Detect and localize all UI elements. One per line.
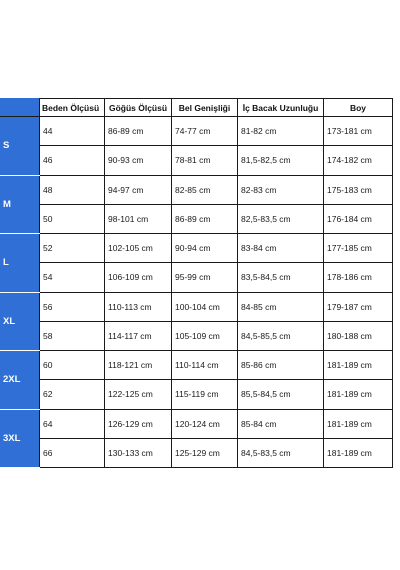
cell-waist: 82-85 cm — [172, 175, 238, 204]
cell-height: 179-187 cm — [324, 292, 393, 321]
cell-inseam: 81,5-82,5 cm — [238, 146, 324, 175]
cell-height: 175-183 cm — [324, 175, 393, 204]
cell-chest: 110-113 cm — [105, 292, 172, 321]
cell-chest: 106-109 cm — [105, 263, 172, 292]
cell-size: 64 — [40, 409, 105, 438]
size-chart-table — [0, 98, 393, 468]
cell-size: 56 — [40, 292, 105, 321]
cell-size: 58 — [40, 321, 105, 350]
cell-height: 181-189 cm — [324, 438, 393, 467]
cell-size: 48 — [40, 175, 105, 204]
cell-height: 174-182 cm — [324, 146, 393, 175]
cell-waist: 115-119 cm — [172, 380, 238, 409]
table-row — [1, 117, 393, 146]
cell-inseam: 85-84 cm — [238, 409, 324, 438]
cell-chest: 90-93 cm — [105, 146, 172, 175]
size-group-label: S — [1, 117, 40, 176]
table-row — [1, 321, 393, 350]
header-row — [1, 99, 393, 117]
size-group-label: M — [1, 175, 40, 234]
cell-chest: 118-121 cm — [105, 351, 172, 380]
cell-waist: 78-81 cm — [172, 146, 238, 175]
cell-waist: 90-94 cm — [172, 234, 238, 263]
size-group-label: 2XL — [1, 351, 40, 410]
table-row — [1, 204, 393, 233]
table-row — [1, 351, 393, 380]
cell-chest: 114-117 cm — [105, 321, 172, 350]
cell-height: 178-186 cm — [324, 263, 393, 292]
cell-inseam: 83,5-84,5 cm — [238, 263, 324, 292]
cell-size: 60 — [40, 351, 105, 380]
cell-inseam: 84,5-85,5 cm — [238, 321, 324, 350]
cell-size: 46 — [40, 146, 105, 175]
cell-chest: 86-89 cm — [105, 117, 172, 146]
header-height: Boy — [324, 99, 393, 117]
table-row — [1, 292, 393, 321]
cell-waist: 95-99 cm — [172, 263, 238, 292]
table-row — [1, 234, 393, 263]
size-group-label: L — [1, 234, 40, 293]
cell-chest: 94-97 cm — [105, 175, 172, 204]
header-waist: Bel Genişliği — [172, 99, 238, 117]
cell-size: 44 — [40, 117, 105, 146]
cell-chest: 130-133 cm — [105, 438, 172, 467]
cell-size: 52 — [40, 234, 105, 263]
cell-height: 181-189 cm — [324, 351, 393, 380]
table-row — [1, 380, 393, 409]
cell-inseam: 83-84 cm — [238, 234, 324, 263]
cell-chest: 122-125 cm — [105, 380, 172, 409]
table-row — [1, 263, 393, 292]
cell-height: 177-185 cm — [324, 234, 393, 263]
cell-size: 54 — [40, 263, 105, 292]
cell-inseam: 84-85 cm — [238, 292, 324, 321]
cell-height: 180-188 cm — [324, 321, 393, 350]
cell-inseam: 85-86 cm — [238, 351, 324, 380]
table-row — [1, 175, 393, 204]
cell-waist: 105-109 cm — [172, 321, 238, 350]
header-size: Beden Ölçüsü — [40, 99, 105, 117]
cell-size: 50 — [40, 204, 105, 233]
cell-size: 62 — [40, 380, 105, 409]
size-group-label: 3XL — [1, 409, 40, 468]
header-corner — [1, 99, 40, 117]
cell-height: 181-189 cm — [324, 409, 393, 438]
header-chest: Göğüs Ölçüsü — [105, 99, 172, 117]
cell-height: 181-189 cm — [324, 380, 393, 409]
cell-waist: 74-77 cm — [172, 117, 238, 146]
cell-inseam: 85,5-84,5 cm — [238, 380, 324, 409]
table-row — [1, 438, 393, 467]
header-inseam: İç Bacak Uzunluğu — [238, 99, 324, 117]
cell-height: 176-184 cm — [324, 204, 393, 233]
table-row — [1, 409, 393, 438]
cell-chest: 98-101 cm — [105, 204, 172, 233]
cell-chest: 102-105 cm — [105, 234, 172, 263]
cell-waist: 125-129 cm — [172, 438, 238, 467]
cell-inseam: 82-83 cm — [238, 175, 324, 204]
cell-height: 173-181 cm — [324, 117, 393, 146]
cell-waist: 120-124 cm — [172, 409, 238, 438]
cell-inseam: 84,5-83,5 cm — [238, 438, 324, 467]
cell-inseam: 82,5-83,5 cm — [238, 204, 324, 233]
table-row — [1, 146, 393, 175]
cell-inseam: 81-82 cm — [238, 117, 324, 146]
cell-size: 66 — [40, 438, 105, 467]
size-group-label: XL — [1, 292, 40, 351]
cell-chest: 126-129 cm — [105, 409, 172, 438]
cell-waist: 100-104 cm — [172, 292, 238, 321]
cell-waist: 86-89 cm — [172, 204, 238, 233]
cell-waist: 110-114 cm — [172, 351, 238, 380]
